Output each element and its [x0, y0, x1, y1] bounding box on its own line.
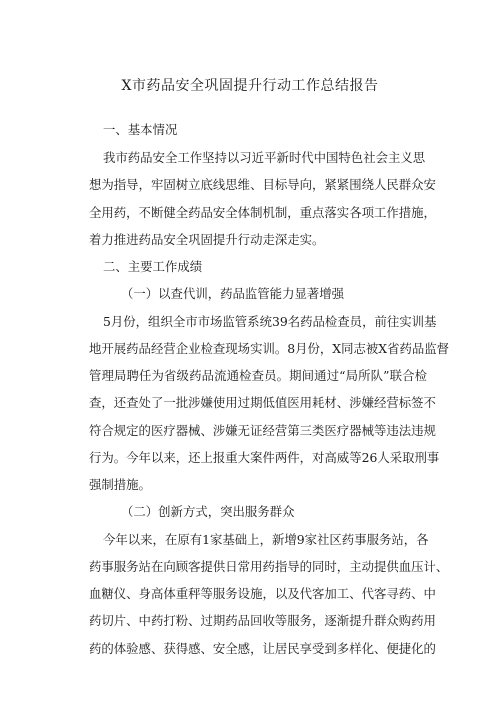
paragraph-line: 行为。今年以来，还上报重大案件两件，对高威等26人采取刑事 [89, 450, 440, 465]
paragraph-line: 全用药，不断健全药品安全体制机制，重点落实各项工作措施， [89, 205, 436, 220]
paragraph-line: 想为指导，牢固树立底线思维、目标导向，紧紧围绕人民群众安 [89, 177, 436, 192]
paragraph-line: 着力推进药品安全巩固提升行动走深走实。 [89, 232, 325, 247]
paragraph-line: 今年以来，在原有1家基础上，新增9家社区药事服务站，各 [103, 532, 429, 547]
section-heading-achievements: 二、主要工作成绩 [103, 259, 203, 274]
section-heading-basic: 一、基本情况 [103, 122, 178, 137]
paragraph-line: 我市药品安全工作坚持以习近平新时代中国特色社会主义思 [103, 150, 426, 165]
paragraph-line: 药的体验感、获得感、安全感，让居民享受到多样化、便捷化的 [89, 641, 436, 656]
subsection-heading-training: （一）以查代训，药品监管能力显著增强 [121, 286, 345, 301]
paragraph-line: 血糖仪、身高体重秤等服务设施，以及代客加工、代客寻药、中 [89, 586, 436, 601]
paragraph-line: 符合规定的医疗器械、涉嫌无证经营第三类医疗器械等违法违规 [89, 423, 436, 438]
paragraph-line: 药切片、中药打粉、过期药品回收等服务，逐渐提升群众购药用 [89, 613, 436, 628]
paragraph-line: 查，还查处了一批涉嫌使用过期低值医用耗材、涉嫌经营标签不 [89, 395, 436, 410]
paragraph-line: 药事服务站在向顾客提供日常用药指导的同时，主动提供血压计、 [89, 559, 449, 574]
paragraph-line: 地开展药品经营企业检查现场实训。8月份，X同志被X省药品监督 [89, 341, 450, 356]
subsection-heading-service: （二）创新方式，突出服务群众 [121, 504, 295, 519]
document-title: X市药品安全巩固提升行动工作总结报告 [121, 78, 379, 94]
paragraph-line: 强制措施。 [89, 477, 151, 492]
paragraph-line: 5月份，组织全市市场监管系统39名药品检查员，前往实训基 [103, 314, 437, 329]
paragraph-line: 管理局聘任为省级药品流通检查员。期间通过“局所队”联合检 [89, 368, 427, 383]
